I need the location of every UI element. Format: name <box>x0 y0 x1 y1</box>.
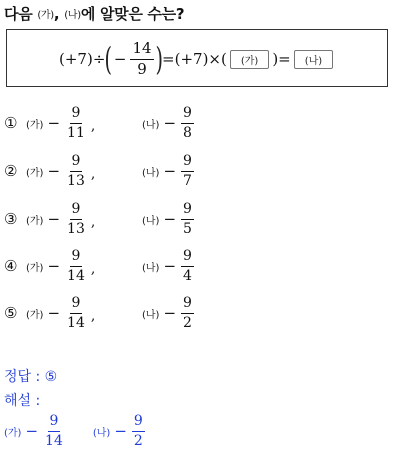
eq-end: )= <box>272 50 291 68</box>
choice-b-value <box>142 199 196 239</box>
choice-b-label: (나) <box>142 309 160 321</box>
choice-a-den: 11 <box>67 124 85 141</box>
eq-middle: =(+7)×( <box>162 50 227 68</box>
comma: , <box>90 166 96 182</box>
choice-a-sign: − <box>47 210 61 228</box>
question-text <box>4 3 184 24</box>
question-prefix: 다음 <box>4 5 33 23</box>
choice-1[interactable] <box>4 103 304 143</box>
choice-b-den: 4 <box>183 267 192 284</box>
blank-b-box: (나) <box>294 50 333 69</box>
sol-b-label: (나) <box>92 427 111 439</box>
choice-a-sign: − <box>47 162 61 180</box>
choice-b-sign: − <box>163 114 177 132</box>
sol-b-den: 2 <box>133 432 143 449</box>
choice-b-label: (나) <box>142 262 160 274</box>
choice-a-value <box>26 246 95 286</box>
choice-a-num: 9 <box>70 153 83 171</box>
choice-b-sign: − <box>163 304 177 322</box>
choice-a-fraction <box>65 153 87 188</box>
choice-a-den: 14 <box>67 267 85 284</box>
sol-b-num: 9 <box>132 413 145 431</box>
choice-a-num: 9 <box>70 201 83 219</box>
comma: , <box>90 308 96 324</box>
choice-a-fraction <box>65 201 87 236</box>
choice-a-label: (가) <box>26 309 44 321</box>
choice-b-sign: − <box>163 210 177 228</box>
explanation-label: 해설 : <box>4 393 41 409</box>
choice-number: ① <box>4 114 18 132</box>
choice-a-fraction <box>65 295 87 330</box>
choice-number: ③ <box>4 210 18 228</box>
choice-a-label: (가) <box>26 215 44 227</box>
choice-b-den: 2 <box>183 314 192 331</box>
choice-5[interactable] <box>4 293 304 333</box>
choice-3[interactable] <box>4 199 304 239</box>
choice-4[interactable] <box>4 246 304 286</box>
choice-b-num: 9 <box>181 105 194 123</box>
choice-b-num: 9 <box>181 248 194 266</box>
question-sep: , <box>53 5 60 23</box>
choice-b-label: (나) <box>142 215 160 227</box>
choice-a-value <box>26 103 95 143</box>
blank-a-box: (가) <box>230 50 269 69</box>
sol-a-den: 14 <box>45 432 63 449</box>
choice-b-value <box>142 103 196 143</box>
choice-a-den: 13 <box>67 220 85 237</box>
choice-number: ④ <box>4 257 18 275</box>
choice-a-label: (가) <box>26 262 44 274</box>
choice-b-num: 9 <box>181 153 194 171</box>
marker-a: (가) <box>37 10 54 21</box>
sol-a-sign: − <box>25 422 39 440</box>
sol-b-sign: − <box>114 422 127 440</box>
equation-box <box>6 29 388 87</box>
choice-b-label: (나) <box>142 167 160 179</box>
eq-left: (+7)÷ <box>59 50 106 68</box>
comma: , <box>90 118 96 134</box>
sol-a-fraction <box>43 413 65 448</box>
choice-b-sign: − <box>163 257 177 275</box>
choice-number: ⑤ <box>4 304 18 322</box>
choice-a-den: 13 <box>67 172 85 189</box>
marker-b: (나) <box>64 10 81 21</box>
comma: , <box>90 261 96 277</box>
equation <box>59 30 336 88</box>
close-paren: ) <box>155 40 163 78</box>
choice-a-sign: − <box>47 114 61 132</box>
choice-b-sign: − <box>163 162 177 180</box>
question-suffix: 에 알맞은 수는? <box>80 5 185 23</box>
open-paren: ( <box>104 40 113 78</box>
choice-2[interactable] <box>4 151 304 191</box>
choice-a-sign: − <box>47 304 61 322</box>
comma: , <box>90 214 96 230</box>
sol-b-fraction <box>132 413 145 448</box>
choice-a-num: 9 <box>70 295 83 313</box>
choice-b-fraction <box>181 105 194 140</box>
sol-a-num: 9 <box>48 413 61 431</box>
choice-a-fraction <box>65 105 87 140</box>
choice-b-value <box>142 246 196 286</box>
choice-b-num: 9 <box>181 201 194 219</box>
choice-a-sign: − <box>47 257 61 275</box>
choice-b-fraction <box>181 201 194 236</box>
choice-b-den: 5 <box>183 220 192 237</box>
choice-b-label: (나) <box>142 119 160 131</box>
choice-b-value <box>142 151 196 191</box>
choice-number: ② <box>4 162 18 180</box>
eq-frac-num: 14 <box>130 40 153 59</box>
choice-b-fraction <box>181 248 194 283</box>
eq-frac-den: 9 <box>137 59 147 78</box>
explanation-solution <box>4 411 147 451</box>
choice-a-num: 9 <box>70 248 83 266</box>
choice-b-den: 8 <box>183 124 192 141</box>
choice-b-fraction <box>181 153 194 188</box>
choice-b-fraction <box>181 295 194 330</box>
choice-b-value <box>142 293 196 333</box>
choice-a-value <box>26 293 95 333</box>
choice-a-den: 14 <box>67 314 85 331</box>
choice-a-num: 9 <box>70 105 83 123</box>
choice-a-value <box>26 199 95 239</box>
choice-a-fraction <box>65 248 87 283</box>
choice-b-num: 9 <box>181 295 194 313</box>
eq-fraction <box>130 40 153 78</box>
choice-a-label: (가) <box>26 167 44 179</box>
answer-line: 정답 : ⑤ <box>4 369 58 385</box>
choice-a-label: (가) <box>26 119 44 131</box>
sol-a-label: (가) <box>4 427 22 439</box>
eq-frac-sign: − <box>113 50 127 68</box>
choice-b-den: 7 <box>183 172 192 189</box>
choice-a-value <box>26 151 95 191</box>
